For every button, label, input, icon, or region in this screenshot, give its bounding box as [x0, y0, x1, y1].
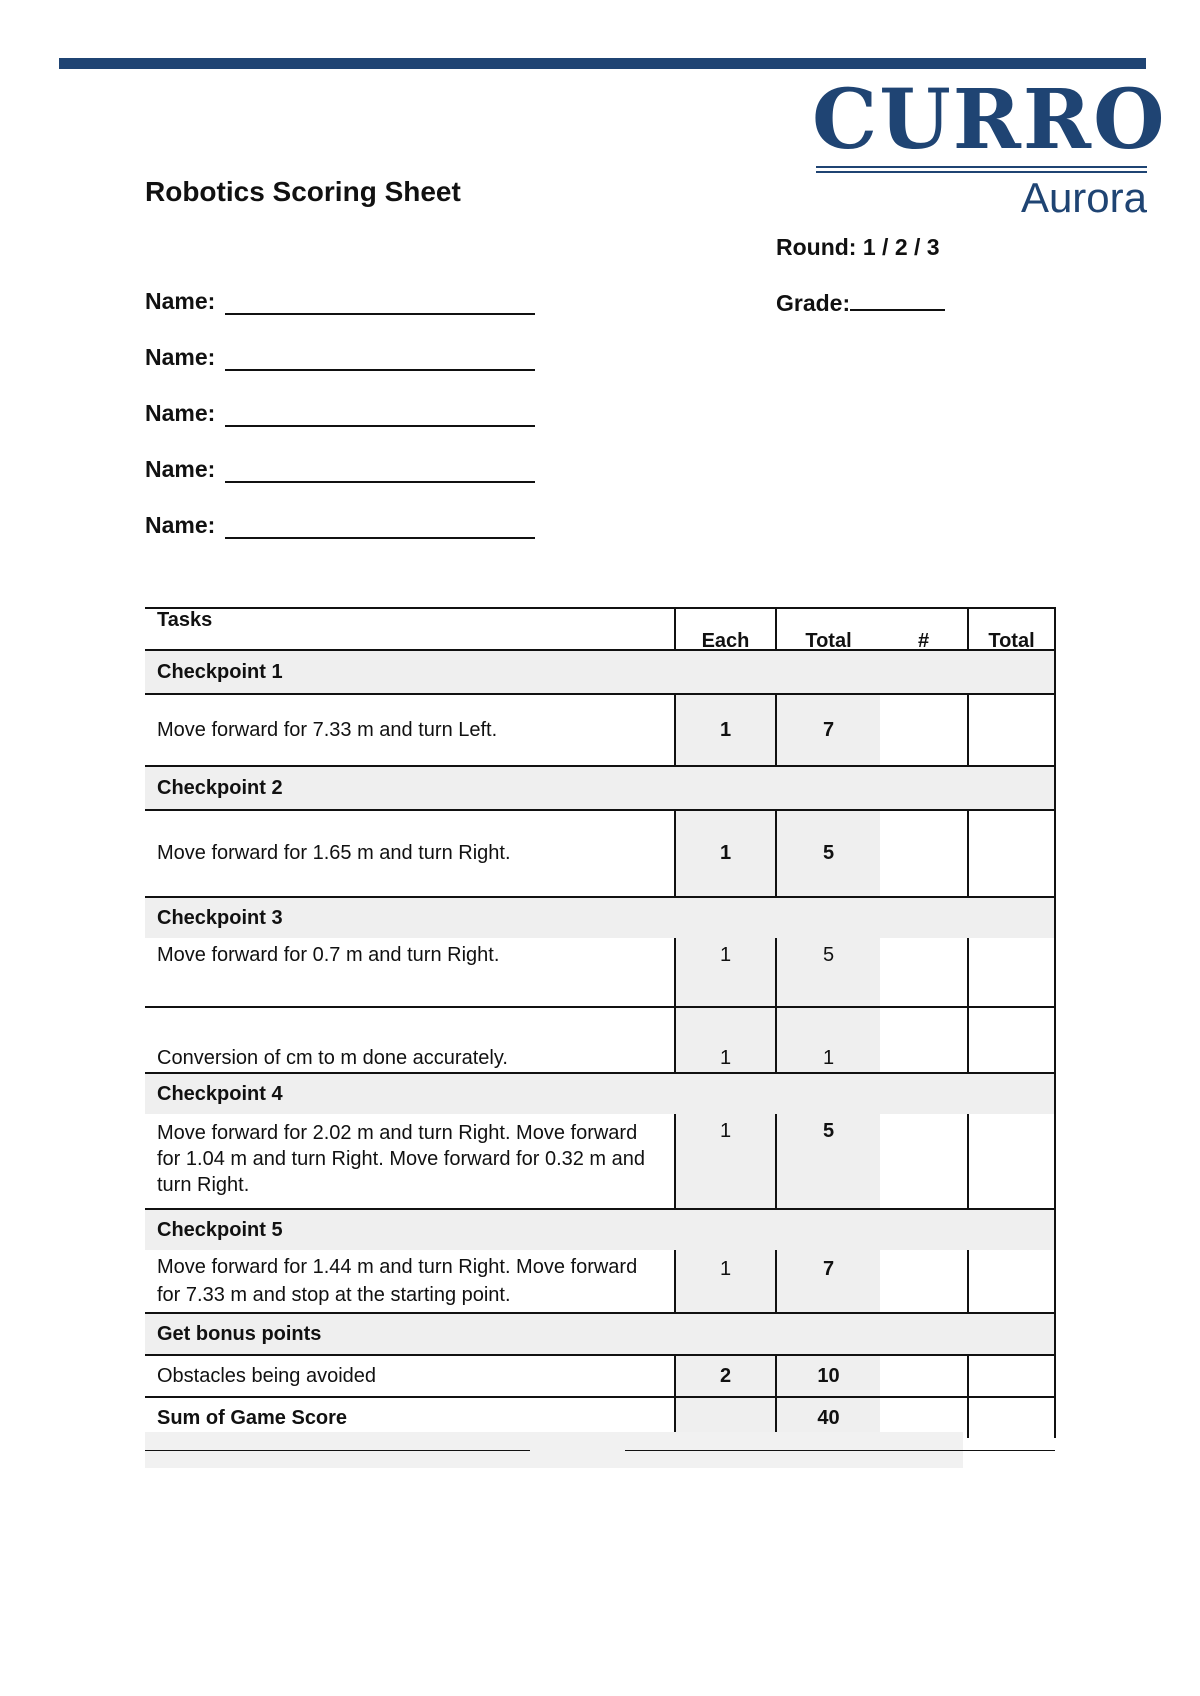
each-value: 1: [675, 694, 776, 766]
name-field[interactable]: [225, 461, 535, 483]
header-total: Total: [776, 612, 880, 654]
name-row: [145, 483, 535, 539]
count-cell[interactable]: [880, 1355, 968, 1397]
section-label: Checkpoint 1: [145, 650, 1055, 694]
name-field[interactable]: [225, 293, 535, 315]
grade-field[interactable]: [850, 291, 945, 311]
grade-label: Grade:: [776, 290, 851, 316]
section-checkpoint-2: [145, 766, 1055, 810]
each-value: 1: [675, 810, 776, 897]
count-cell[interactable]: [880, 1007, 968, 1073]
score-cell[interactable]: [968, 938, 1055, 1007]
total-value: 5: [776, 810, 880, 897]
table-row: [145, 810, 1055, 897]
score-cell[interactable]: [968, 1114, 1055, 1209]
team-names: [145, 259, 535, 539]
header-tasks: Tasks: [145, 608, 675, 650]
section-checkpoint-1: [145, 650, 1055, 694]
section-label: Checkpoint 2: [145, 766, 1055, 810]
section-checkpoint-3: [145, 897, 1055, 938]
section-label: Get bonus points: [145, 1313, 1055, 1355]
page-title: Robotics Scoring Sheet: [145, 176, 461, 207]
total-value: 7: [776, 1250, 880, 1313]
name-row: [145, 371, 535, 427]
scoring-table: [145, 607, 1056, 1438]
score-cell[interactable]: [968, 1355, 1055, 1397]
section-label: Checkpoint 5: [145, 1209, 1055, 1250]
task-text: Conversion of cm to m done accurately.: [145, 1007, 675, 1073]
name-row: [145, 259, 535, 315]
footer-line-left: [145, 1450, 530, 1451]
name-label: Name:: [145, 400, 216, 426]
name-label: Name:: [145, 456, 216, 482]
each-value: 1: [675, 1114, 776, 1209]
table-row: [145, 694, 1055, 766]
sum-label: Sum of Game Score: [157, 1406, 348, 1429]
table-row: [145, 1007, 1055, 1073]
section-label: Checkpoint 3: [145, 897, 1055, 938]
task-text: Move forward for 1.65 m and turn Right.: [145, 810, 675, 897]
total-value: 5: [776, 1114, 880, 1209]
name-label: Name:: [145, 288, 216, 314]
round-selector: Round: 1 / 2 / 3: [776, 234, 940, 260]
name-field[interactable]: [225, 517, 535, 539]
score-cell[interactable]: [968, 694, 1055, 766]
total-value: 10: [776, 1355, 880, 1397]
name-row: [145, 315, 535, 371]
table-row: [145, 1114, 1055, 1209]
score-cell[interactable]: [968, 1007, 1055, 1073]
sum-total: 40: [776, 1397, 880, 1438]
section-bonus: [145, 1313, 1055, 1355]
each-value: 2: [675, 1355, 776, 1397]
logo-campus: Aurora: [1020, 174, 1147, 221]
curro-logo: [812, 72, 1167, 221]
logo-brand: CURRO: [812, 72, 1167, 168]
score-cell[interactable]: [968, 1250, 1055, 1313]
section-checkpoint-5: [145, 1209, 1055, 1250]
count-cell[interactable]: [880, 810, 968, 897]
count-cell[interactable]: [880, 938, 968, 1007]
total-value: 5: [776, 938, 880, 1007]
sum-score[interactable]: [968, 1397, 1055, 1438]
count-cell[interactable]: [880, 1114, 968, 1209]
task-text: Move forward for 2.02 m and turn Right. Move forward for 1.04 m and turn Right. Move forward for 0.32 m and turn Right.: [145, 1114, 675, 1209]
table-row: [145, 1250, 1055, 1313]
footer-line-right: [625, 1450, 1055, 1451]
name-field[interactable]: [225, 405, 535, 427]
total-value: 7: [776, 694, 880, 766]
each-value: 1: [675, 1007, 776, 1073]
total-value: 1: [776, 1007, 880, 1073]
name-label: Name:: [145, 512, 216, 538]
task-text: Move forward for 7.33 m and turn Left.: [145, 694, 675, 766]
task-text: Obstacles being avoided: [145, 1355, 675, 1397]
header-count: #: [880, 612, 968, 654]
section-label: Checkpoint 4: [145, 1073, 1055, 1114]
header-each: Each: [675, 612, 776, 654]
name-label: Name:: [145, 344, 216, 370]
name-row: [145, 427, 535, 483]
count-cell[interactable]: [880, 694, 968, 766]
header-bar: [59, 58, 1146, 69]
each-value: 1: [675, 1250, 776, 1313]
table-row: [145, 938, 1055, 1007]
each-value: 1: [675, 938, 776, 1007]
name-field[interactable]: [225, 349, 535, 371]
task-text: Move forward for 0.7 m and turn Right.: [145, 938, 675, 1007]
grade-row: [776, 290, 945, 317]
table-header: [145, 608, 1055, 650]
count-cell[interactable]: [880, 1250, 968, 1313]
header-total-score: Total: [968, 612, 1055, 654]
table-row: [145, 1355, 1055, 1397]
task-text: Move forward for 1.44 m and turn Right. Move forward for 7.33 m and stop at the starting point.: [145, 1250, 675, 1313]
section-checkpoint-4: [145, 1073, 1055, 1114]
score-cell[interactable]: [968, 810, 1055, 897]
